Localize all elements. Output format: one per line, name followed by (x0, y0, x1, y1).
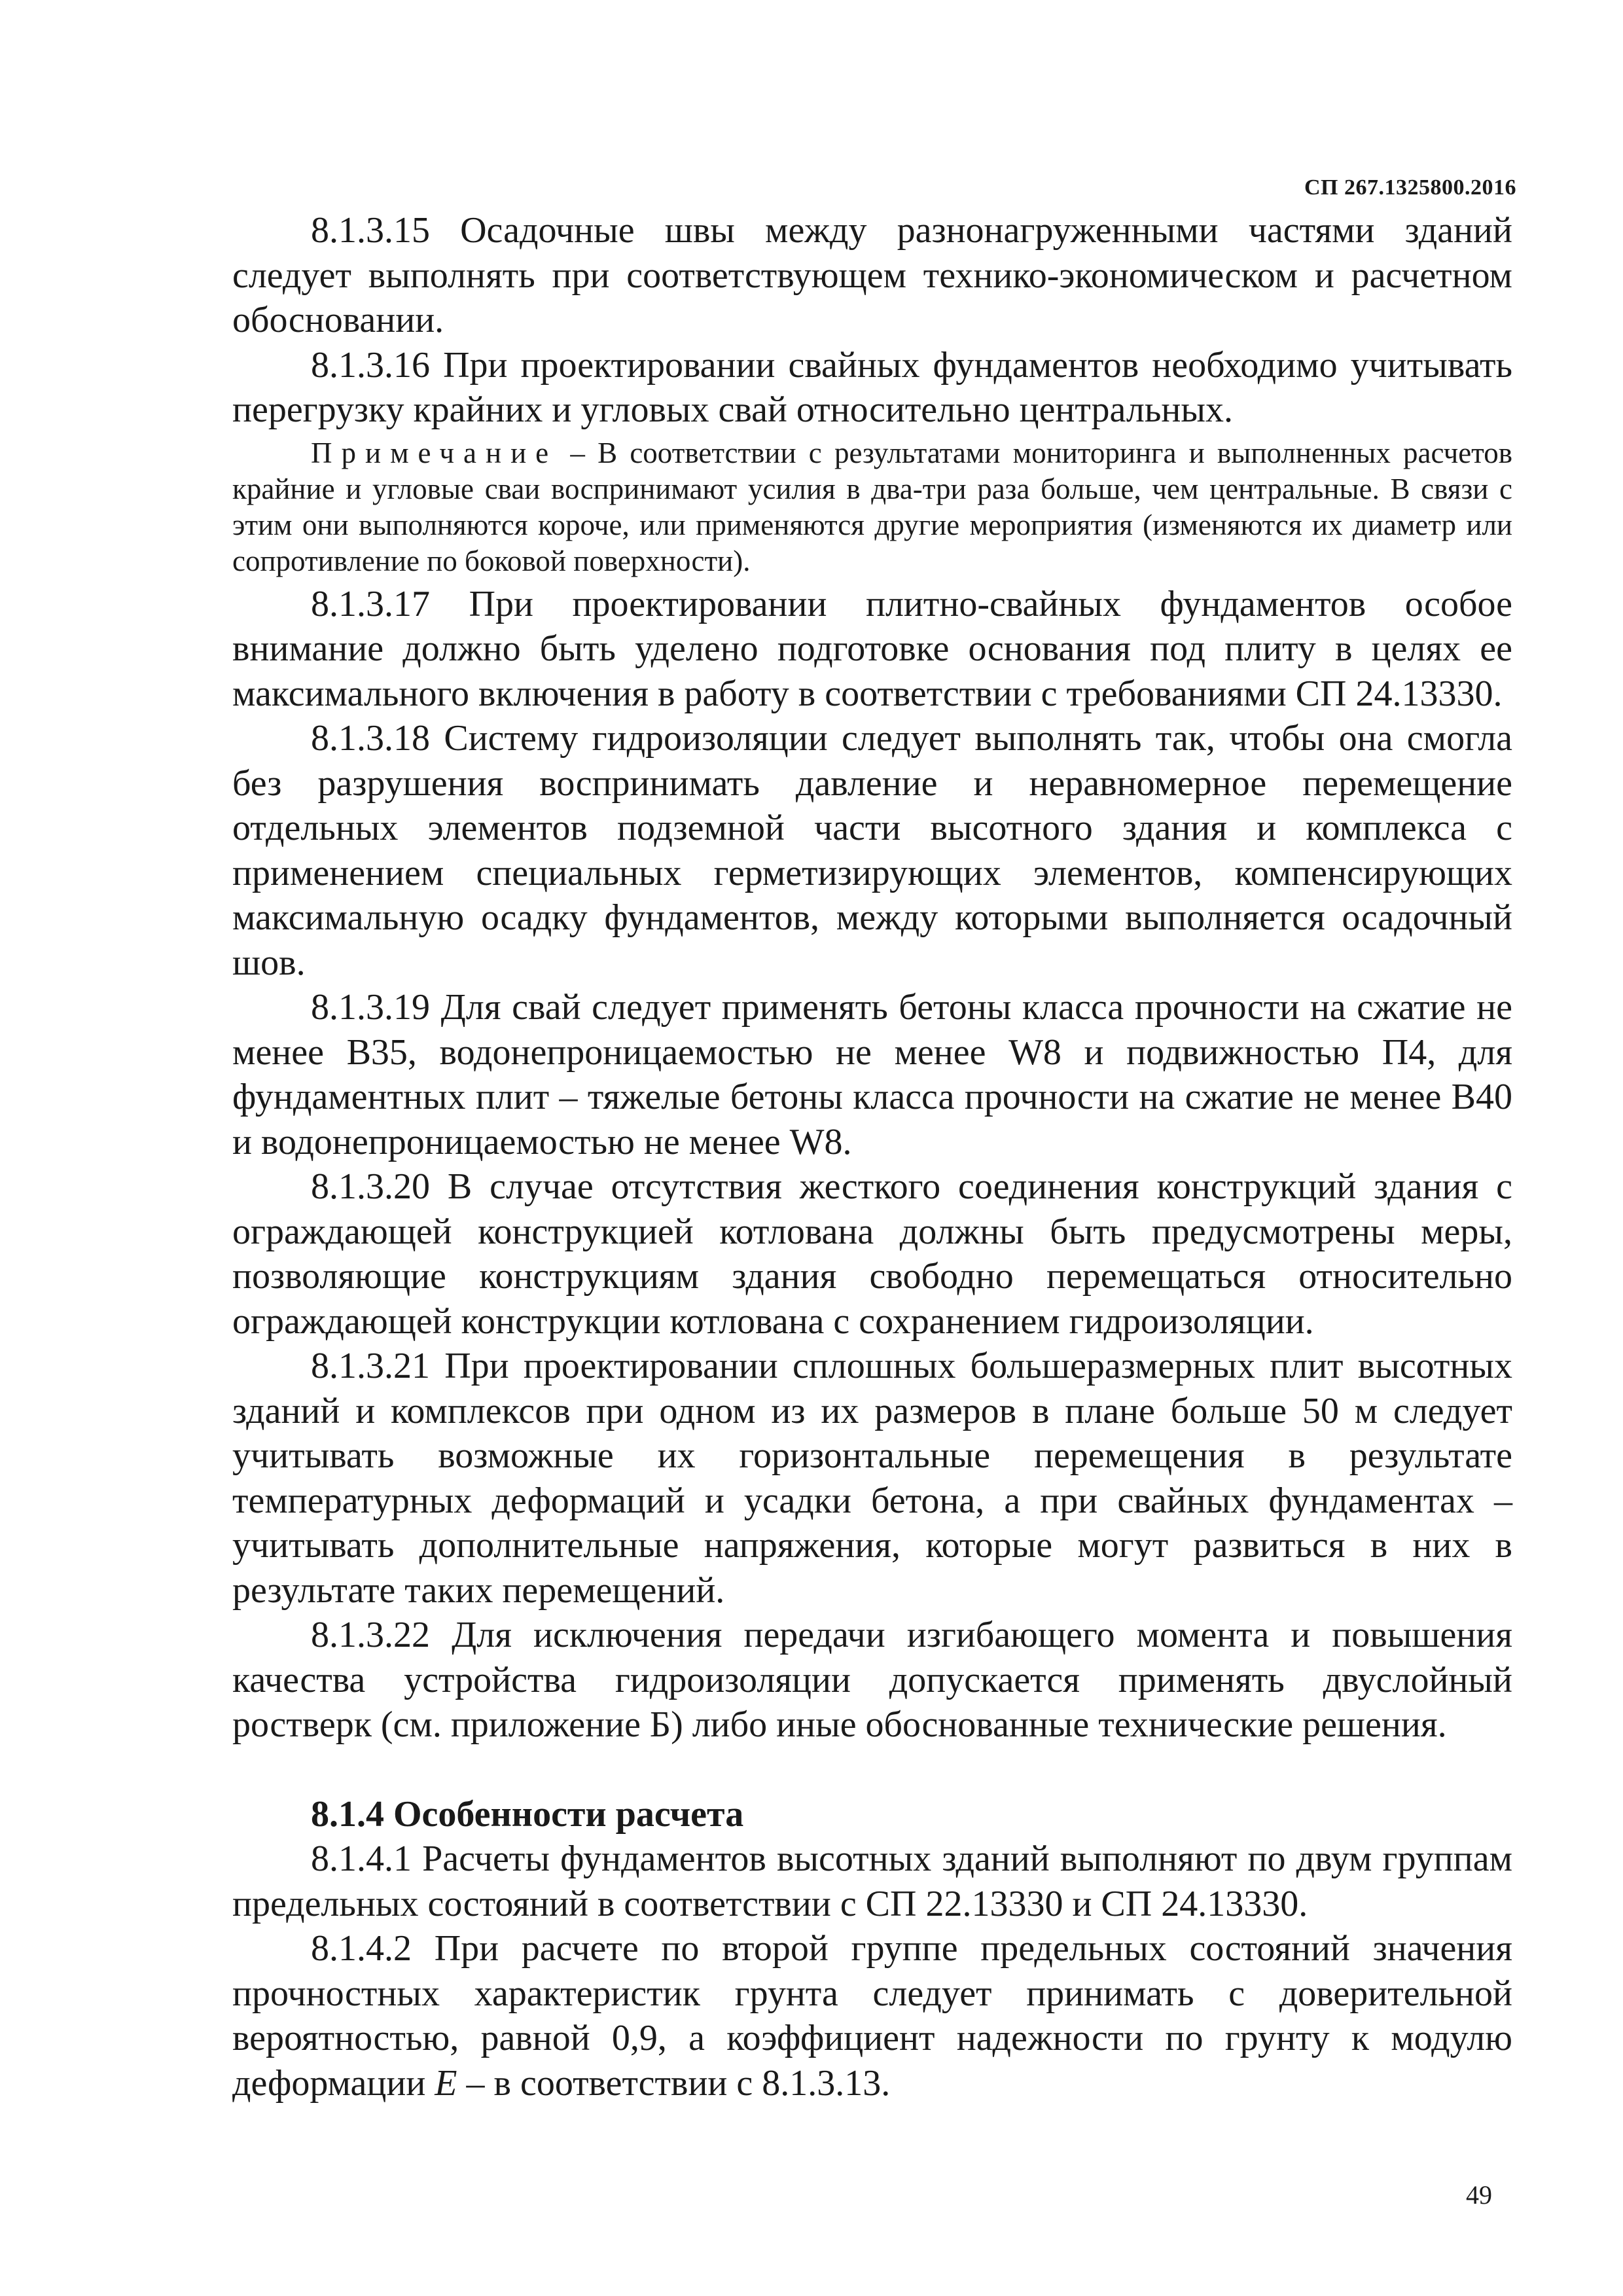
paragraph-8-1-3-16: 8.1.3.16 При проектировании свайных фундаментов необходимо учитывать перегрузку крайних и угловых свай относительно центральных. (232, 344, 1512, 430)
note (232, 435, 1512, 579)
note-label: Примечание (311, 436, 558, 469)
paragraph-8-1-4-1: 8.1.4.1 Расчеты фундаментов высотных зданий выполняют по двум группам предельных состояний в соответствии с СП 22.13330 и СП 24.13330. (232, 1839, 1512, 1924)
paragraph-8-1-3-15: 8.1.3.15 Осадочные швы между разнонагруженными частями зданий следует выполнять при соответствующем технико-экономическом и расчетном обосновании. (232, 210, 1512, 340)
paragraph-8-1-3-19: 8.1.3.19 Для свай следует применять бетоны класса прочности на сжатие не менее В35, водонепроницаемостью не менее W8 и подвижностью П4, для фундаментных плит – тяжелые бетоны класса прочности на сжатие не менее В40 и водонепроницаемостью не менее W8. (232, 987, 1512, 1162)
page-number: 49 (1466, 2180, 1492, 2210)
page-body (232, 208, 1512, 2106)
paragraph-8-1-3-20: 8.1.3.20 В случае отсутствия жесткого соединения конструкций здания с ограждающей конструкцией котлована должны быть предусмотрены меры, позволяющие конструкциям здания свободно перемещаться относительно ограждающей конструкции котлована с сохранением гидроизоляции. (232, 1166, 1512, 1342)
paragraph-8-1-4-2 (232, 1926, 1512, 2106)
paragraph-8-1-3-22: 8.1.3.22 Для исключения передачи изгибающего момента и повышения качества устройства гидроизоляции допускается применять двуслойный ростверк (см. приложение Б) либо иные обоснованные технические решения. (232, 1615, 1512, 1745)
paragraph-8-1-3-18: 8.1.3.18 Систему гидроизоляции следует выполнять так, чтобы она смогла без разрушения воспринимать давление и неравномерное перемещение отдельных элементов подземной части высотного здания и комплекса с применением специальных герметизирующих элементов, компенсирующих максимальную осадку фундаментов, между которыми выполняется осадочный шов. (232, 718, 1512, 983)
paragraph-8-1-3-21: 8.1.3.21 При проектировании сплошных большеразмерных плит высотных зданий и комплексов при одном из их размеров в плане больше 50 м следует учитывать возможные их горизонтальные перемещения в результате температурных деформаций и усадки бетона, а при свайных фундаментах – учитывать дополнительные напряжения, которые могут развиться в них в результате таких перемещений. (232, 1346, 1512, 1611)
paragraph-8-1-4-2-start: 8.1.4.2 При расчете по второй группе предельных состояний значения прочностных характеристик грунта следует принимать с доверительной вероятностью, равной 0,9, а коэффициент надежности по грунту к модулю деформации (232, 1928, 1512, 2104)
paragraph-8-1-4-2-end: – в соответствии с 8.1.3.13. (457, 2062, 891, 2104)
note-text: – В соответствии с результатами мониторинга и выполненных расчетов крайние и угловые сваи воспринимают усилия в два-три раза больше, чем центральные. В связи с этим они выполняются короче, или применяются другие мероприятия (изменяются их диаметр или сопротивление по боковой поверхности). (232, 436, 1512, 577)
section-heading: 8.1.4 Особенности расчета (311, 1793, 744, 1835)
document-code: СП 267.1325800.2016 (1304, 175, 1516, 200)
variable-e: E (435, 2062, 457, 2104)
paragraph-8-1-3-17: 8.1.3.17 При проектировании плитно-свайных фундаментов особое внимание должно быть уделено подготовке основания под плиту в целях ее максимального включения в работу в соответствии с требованиями СП 24.13330. (232, 583, 1512, 714)
